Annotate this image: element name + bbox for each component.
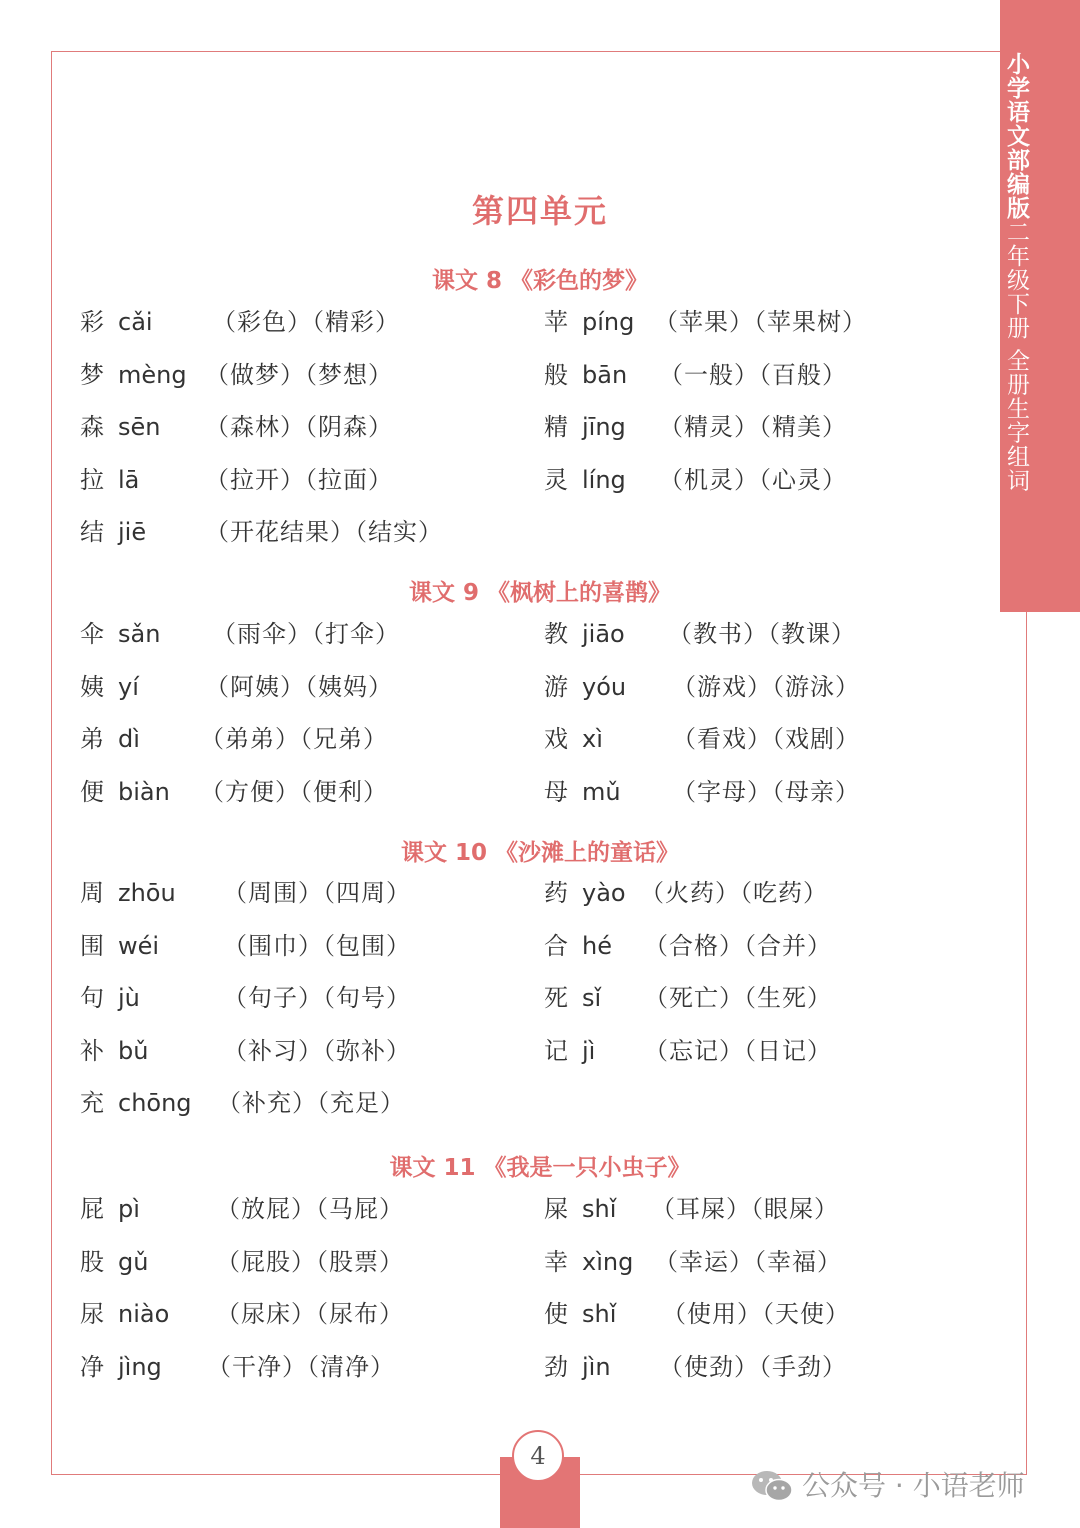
word-combinations: （一般）（百般） [659, 360, 847, 389]
word-combinations: （彩色）（精彩） [212, 308, 400, 336]
character-entry [544, 981, 984, 1015]
character-entry [80, 1350, 520, 1384]
character-entry [80, 1034, 520, 1068]
word-combinations: （句子）（句号） [223, 984, 411, 1013]
character-entry [544, 722, 984, 756]
word-combinations: （干净）（清净） [207, 1352, 395, 1381]
pinyin: bǔ [118, 1036, 149, 1065]
word-combinations: （火药）（吃药） [640, 879, 828, 907]
character-entry [80, 1245, 520, 1279]
lesson-title: 课文 10 《沙滩上的童话》 [400, 840, 680, 866]
character-entry [544, 929, 984, 963]
pinyin: wéi [118, 931, 160, 960]
character-entry [80, 775, 520, 809]
pinyin: shǐ [582, 1195, 617, 1223]
character-entry [544, 876, 984, 910]
lesson-title: 课文 9 《枫树上的喜鹊》 [408, 580, 672, 606]
character-entry [80, 410, 520, 444]
word-combinations: （苹果）（苹果树） [654, 308, 867, 336]
character: 幸 [544, 1247, 568, 1276]
character-entry [544, 1350, 984, 1384]
pinyin: mèng [118, 360, 187, 389]
word-combinations: （方便）（便利） [200, 777, 388, 806]
word-combinations: （做梦）（梦想） [205, 360, 393, 389]
character-entry [80, 929, 520, 963]
character: 劲 [544, 1352, 568, 1381]
word-combinations: （开花结果）（结实） [205, 518, 443, 547]
character: 补 [80, 1036, 104, 1065]
character-entry [544, 463, 984, 497]
word-combinations: （死亡）（生死） [644, 984, 832, 1013]
character: 股 [80, 1247, 104, 1276]
character: 伞 [80, 620, 104, 648]
pinyin: sǎn [118, 620, 161, 648]
pinyin: píng [582, 308, 635, 336]
character: 使 [544, 1300, 568, 1329]
character: 戏 [544, 725, 568, 754]
character: 结 [80, 518, 104, 547]
pinyin: cǎi [118, 308, 153, 336]
watermark-text: 公众号 · 小语老师 [802, 1469, 1025, 1502]
pinyin: dì [118, 725, 140, 754]
word-combinations: （尿床）（尿布） [216, 1300, 404, 1329]
word-combinations: （弟弟）（兄弟） [200, 725, 388, 754]
character: 围 [80, 931, 104, 960]
character-entry [544, 775, 984, 809]
word-combinations: （补习）（弥补） [223, 1036, 411, 1065]
pinyin: jiāo [582, 620, 625, 648]
character: 姨 [80, 672, 104, 701]
character: 药 [544, 879, 568, 907]
character-entry [544, 358, 984, 392]
character-entry [80, 305, 520, 339]
character: 便 [80, 777, 104, 806]
character: 尿 [80, 1300, 104, 1329]
character-entry [544, 1034, 984, 1068]
word-combinations: （使用）（天使） [662, 1300, 850, 1329]
word-combinations: （看戏）（戏剧） [672, 725, 860, 754]
character-entry [80, 722, 520, 756]
character: 句 [80, 984, 104, 1013]
character-entry [544, 1245, 984, 1279]
pinyin: gǔ [118, 1247, 149, 1276]
character: 苹 [544, 308, 568, 336]
character-entry [544, 1192, 984, 1226]
character: 死 [544, 984, 568, 1013]
pinyin: sǐ [582, 984, 602, 1013]
character-entry [80, 463, 520, 497]
character: 周 [80, 879, 104, 907]
word-combinations: （使劲）（手劲） [659, 1352, 847, 1381]
character-entry [80, 876, 520, 910]
pinyin: bān [582, 360, 628, 389]
word-combinations: （耳屎）（眼屎） [651, 1195, 839, 1223]
character: 游 [544, 672, 568, 701]
pinyin: hé [582, 931, 612, 960]
word-combinations: （森林）（阴森） [205, 413, 393, 442]
character-entry [544, 670, 984, 704]
character: 梦 [80, 360, 104, 389]
word-combinations: （雨伞）（打伞） [212, 620, 400, 648]
word-combinations: （字母）（母亲） [672, 777, 860, 806]
pinyin: niào [118, 1300, 170, 1329]
word-combinations: （机灵）（心灵） [659, 465, 847, 494]
character-entry [80, 358, 520, 392]
character: 弟 [80, 725, 104, 754]
character-entry [544, 617, 984, 651]
pinyin: yóu [582, 672, 627, 701]
word-combinations: （补充）（充足） [217, 1089, 405, 1118]
pinyin: jì [582, 1036, 596, 1065]
character: 屁 [80, 1195, 104, 1223]
word-combinations: （拉开）（拉面） [205, 465, 393, 494]
character: 充 [80, 1089, 104, 1118]
pinyin: jiē [118, 518, 147, 547]
pinyin: líng [582, 465, 626, 494]
word-combinations: （围巾）（包围） [223, 931, 411, 960]
character: 灵 [544, 465, 568, 494]
word-combinations: （忘记）（日记） [644, 1036, 832, 1065]
word-combinations: （教书）（教课） [668, 620, 856, 648]
pinyin: lā [118, 465, 140, 494]
pinyin: chōng [118, 1089, 192, 1118]
pinyin: jīng [582, 413, 626, 442]
side-title-rest: 二年级下册 全册生字组词 [1003, 220, 1029, 493]
character: 屎 [544, 1195, 568, 1223]
character-entry [80, 617, 520, 651]
pinyin: xì [582, 725, 603, 754]
pinyin: zhōu [118, 879, 176, 907]
character-entry [80, 670, 520, 704]
pinyin: pì [118, 1195, 140, 1223]
word-combinations: （阿姨）（姨妈） [205, 672, 393, 701]
character: 般 [544, 360, 568, 389]
character: 记 [544, 1036, 568, 1065]
word-combinations: （游戏）（游泳） [672, 672, 860, 701]
page-number: 4 [512, 1430, 564, 1482]
character-entry [544, 1297, 984, 1331]
word-combinations: （精灵）（精美） [659, 413, 847, 442]
lesson-title: 课文 11 《我是一只小虫子》 [389, 1155, 691, 1181]
pinyin: jìng [118, 1352, 162, 1381]
pinyin: jù [118, 984, 140, 1013]
character-entry [80, 1297, 520, 1331]
character: 母 [544, 777, 568, 806]
character-entry [544, 410, 984, 444]
pinyin: xìng [582, 1247, 634, 1276]
character: 拉 [80, 465, 104, 494]
character: 教 [544, 620, 568, 648]
character: 森 [80, 413, 104, 442]
word-combinations: （周围）（四周） [223, 879, 411, 907]
character-entry [80, 981, 520, 1015]
word-combinations: （屁股）（股票） [216, 1247, 404, 1276]
character: 合 [544, 931, 568, 960]
pinyin: yào [582, 879, 626, 907]
character-entry [80, 515, 520, 549]
character-entry [80, 1192, 520, 1226]
pinyin: sēn [118, 413, 161, 442]
wechat-icon [750, 1470, 794, 1502]
pinyin: shǐ [582, 1300, 617, 1329]
word-combinations: （放屁）（马屁） [216, 1195, 404, 1223]
side-title-bold: 小学语文部编版 [1003, 52, 1029, 220]
word-combinations: （合格）（合并） [644, 931, 832, 960]
character: 精 [544, 413, 568, 442]
pinyin: jìn [582, 1352, 611, 1381]
pinyin: biàn [118, 777, 170, 806]
character-entry [80, 1086, 520, 1120]
character: 净 [80, 1352, 104, 1381]
character: 彩 [80, 308, 104, 336]
pinyin: yí [118, 672, 139, 701]
pinyin: mǔ [582, 777, 621, 806]
word-combinations: （幸运）（幸福） [654, 1247, 842, 1276]
lesson-title: 课文 8 《彩色的梦》 [431, 268, 649, 294]
unit-title: 第四单元 [471, 192, 608, 230]
character-entry [544, 305, 984, 339]
